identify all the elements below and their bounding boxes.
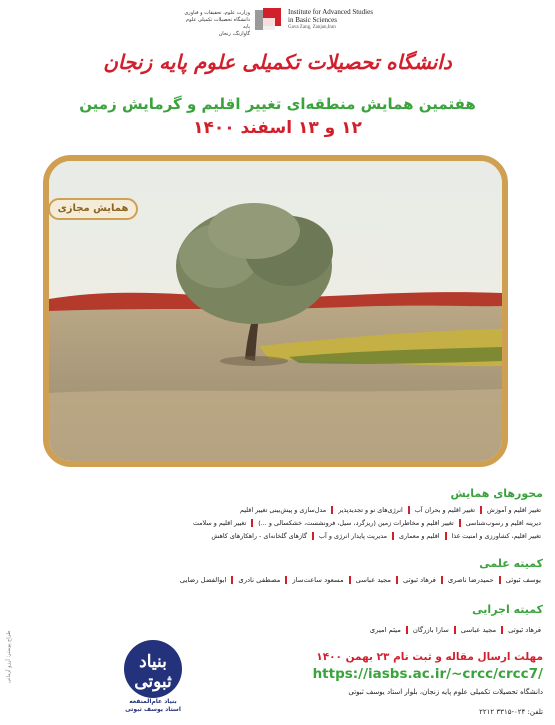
separator <box>499 576 501 584</box>
topic-item: اقلیم و معماری <box>399 532 440 540</box>
separator <box>408 506 410 514</box>
member-name: فرهاد ثبوتی <box>508 626 541 634</box>
conference-title: هفتمین همایش منطقه‌ای تغییر اقلیم و گرمایش زمین <box>79 95 476 113</box>
conference-date: ۱۲ و ۱۳ اسفند ۱۴۰۰ <box>193 118 362 138</box>
separator <box>454 626 456 634</box>
topics-title: محورهای همایش <box>450 487 543 500</box>
phone: تلفن: ۰۲۴-۳۳۱۵ ۲۲۱۲ <box>479 708 543 716</box>
member-name: میثم امیری <box>369 626 401 634</box>
topic-item: مدل‌سازی و پیش‌بینی تغییر اقلیم <box>239 506 327 514</box>
topic-item: تغییر اقلیم و مخاطرات زمین (ریزگرد، سیل، فرونشست، خشکسالی و ...) <box>258 519 454 527</box>
member-name: سارا بازرگان <box>412 626 449 634</box>
university-name: دانشگاه تحصیلات تکمیلی علوم پایه زنجان <box>103 50 452 74</box>
ministry-text: وزارت علوم، تحقیقات و فناوری دانشگاه تحصیلات تکمیلی علوم پایه گاوازنگ، زنجان <box>184 10 250 37</box>
member-name: ابوالفضل رضایی <box>179 576 227 584</box>
address: دانشگاه تحصیلات تکمیلی علوم پایه زنجان، بلوار استاد یوسف ثبوتی <box>348 688 543 696</box>
topic-item: تغییر اقلیم و سلامت <box>192 519 247 527</box>
member-name: مجید عباسی <box>460 626 497 634</box>
separator <box>285 576 287 584</box>
topics-line <box>21 517 541 530</box>
member-name: مجید عباسی <box>355 576 391 584</box>
topics-list <box>21 504 541 543</box>
topic-item: مدیریت پایدار انرژی و آب <box>319 532 388 540</box>
institute-text: Institute for Advanced Studies in Basic Sciences Gava Zang, Zanjan,Iran <box>288 8 373 30</box>
executive-committee-list <box>21 624 541 636</box>
scientific-committee-title: کمیته علمی <box>479 557 543 570</box>
member-name: فرهاد ثبوتی <box>402 576 436 584</box>
topic-item: انرژی‌های نو و تجدیدپذیر <box>338 506 403 514</box>
virtual-conference-badge: همایش مجازی <box>48 198 138 220</box>
member-name: مسعود ساعت‌ساز <box>292 576 344 584</box>
topic-item: تغییر اقلیم و آموزش <box>487 506 541 514</box>
separator <box>396 576 398 584</box>
topic-item: تغییر اقلیم و بحران آب <box>414 506 476 514</box>
separator <box>459 519 461 527</box>
conference-url[interactable]: https://iasbs.ac.ir/~crcc/crcc7/ <box>312 666 543 682</box>
separator <box>331 506 333 514</box>
separator <box>501 626 503 634</box>
separator <box>406 626 408 634</box>
separator <box>480 506 482 514</box>
member-name: یوسف ثبوتی <box>505 576 541 584</box>
member-name: مصطفی نادری <box>238 576 281 584</box>
registration-deadline: مهلت ارسال مقاله و ثبت نام ۲۳ بهمن ۱۴۰۰ <box>316 651 543 663</box>
topic-item: تغییر اقلیم، کشاورزی و امنیت غذا <box>451 532 541 540</box>
separator <box>445 532 447 540</box>
separator <box>231 576 233 584</box>
separator <box>392 532 394 540</box>
executive-committee-title: کمیته اجرایی <box>472 603 543 616</box>
member-name: حمیدرضا ناصری <box>447 576 494 584</box>
foundation-name: بنیاد عام‌المنفعه استاد یوسف ثبوتی <box>125 698 181 713</box>
separator <box>441 576 443 584</box>
scientific-committee-list <box>21 574 541 586</box>
separator <box>312 532 314 540</box>
topic-item: گازهای گلخانه‌ای - راهکارهای کاهش <box>211 532 308 540</box>
foundation-logo-text: بنیاد ثبوتی <box>134 652 172 692</box>
designer-credit: طراح پوستر: آرزو آرمانی <box>6 630 12 683</box>
separator <box>349 576 351 584</box>
topic-item: دیرینه اقلیم و رسوب‌شناسی <box>465 519 541 527</box>
separator <box>251 519 253 527</box>
header-logos <box>0 4 555 46</box>
iasbs-logo-icon <box>253 6 283 36</box>
topics-line <box>21 504 541 517</box>
sobouti-foundation-logo-icon <box>124 640 182 698</box>
topics-line <box>21 530 541 543</box>
